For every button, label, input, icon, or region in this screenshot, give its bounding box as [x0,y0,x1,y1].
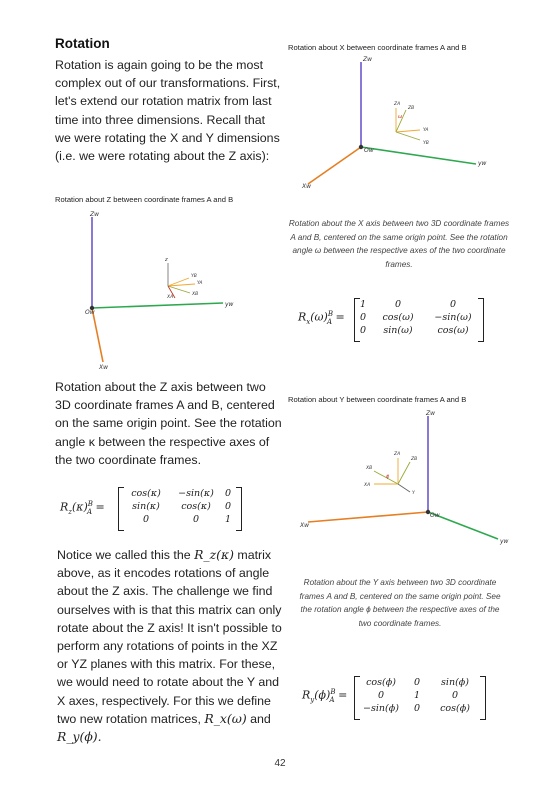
z-label-origin: Ow [85,309,95,316]
x-label-yb: YB [423,141,429,146]
x-axis-xw [308,147,361,184]
mz-0-0: cos(κ) [131,488,161,499]
x-label-ya: YA [423,128,429,133]
mx-2-1: sin(ω) [383,325,413,336]
y-label-xb: XB [366,466,373,471]
caption-x: Rotation about the X axis between two 3D coordinate frames A and B, centered on the same origin point. See the rotation angle ω between the respective axes of the two coordinate frames. [288,219,510,269]
figure-z-diagram [55,205,280,375]
figure-z-title: Rotation about Z between coordinate frames A and B [55,195,234,204]
mz-0-1: −sin(κ) [178,488,214,499]
matrix-z-lhs: $R_z(\kappa)^B_A$ = [60,500,105,516]
figure-y-title: Rotation about Y between coordinate frames A and B [288,395,467,404]
inline-rz: R_z(κ) [194,547,234,562]
x-label-yw: yw [478,160,487,167]
y-label-phi: ϕ [386,474,390,480]
mx-1-2: −sin(ω) [434,312,472,323]
mz-2-2: 1 [224,514,232,525]
mx-0-1: 0 [394,299,402,310]
mx-1-0: 0 [359,312,367,323]
mx-2-0: 0 [359,325,367,336]
my-1-1: 1 [413,690,421,701]
caption-y: Rotation about the Y axis between two 3D coordinate frames A and B, centered on the same origin point. See the rotation angle ϕ between the respective axes of the two coordinate frames. [299,578,501,628]
y-label-xa: XA [364,483,371,488]
z-axis-xw [92,308,103,362]
x-label-xw: Xw [302,183,312,190]
z-label-xb: XB [192,292,199,297]
x-label-omega: ω [398,114,403,120]
my-0-2: sin(ϕ) [441,677,469,688]
y-label-zb: ZB [411,457,418,462]
y-label-yw: yw [500,538,509,545]
my-0-0: cos(ϕ) [366,677,396,688]
y-small-zb [398,462,410,484]
mz-2-1: 0 [192,514,200,525]
z-label-yw: yw [225,301,234,308]
z-label-xa: XA [167,295,174,300]
figure-x-diagram [288,52,518,197]
y-label-y: Y [412,491,415,496]
my-1-2: 0 [451,690,459,701]
section-heading: Rotation [55,36,110,51]
mz-1-1: cos(κ) [181,501,211,512]
y-label-xw: Xw [300,522,310,529]
mx-0-0: 1 [359,299,367,310]
matrix-y [302,672,512,722]
x-label-zw: Zw [363,56,373,63]
z-label-xw: Xw [99,364,109,371]
mz-2-0: 0 [142,514,150,525]
inline-rx: R_x(ω) [204,710,247,726]
figure-x-title: Rotation about X between coordinate frames A and B [288,43,467,52]
y-axis-xw [308,512,428,522]
x-small-ya [396,130,420,132]
intro-paragraph: Rotation is again going to be the most complex out of our transformations. First, let's extend our rotation matrix from last time into three dimensions. Recall that we were rotating the X and Y dimensions (i.e. we were rotating about the Z axis): [55,58,281,164]
my-0-1: 0 [413,677,421,688]
x-label-zb: ZB [408,106,415,111]
mx-2-2: cos(ω) [437,325,469,336]
caption-z: Rotation about the Z axis between two 3D coordinate frames A and B, centered on the same origin point. See the rotation angle κ between the respective axes of the two coordinate frames. [55,380,282,467]
z-label-yb: YB [191,274,197,279]
z-axis-yw [92,303,223,308]
my-2-1: 0 [413,703,421,714]
x-label-origin: Ow [364,147,374,154]
x-small-yb [396,132,420,140]
x-label-za: ZA [394,102,401,107]
y-small-y [398,484,410,492]
x-origin-dot [359,145,363,149]
mz-1-0: sin(κ) [132,501,160,512]
mx-1-1: cos(ω) [382,312,414,323]
z-label-z: z [165,257,168,263]
x-axis-yw [361,147,476,164]
page-number: 42 [274,758,286,769]
mz-0-2: 0 [224,488,232,499]
notice-paragraph: Notice we called this the R_z(κ) matrix above, as it encodes rotations of angle about the Z axis. The challenge we find ourselves with is that this matrix can only rotate about the Z axis! It isn't possible to perform any rotations of points in the XZ or YZ planes with this matrix. For these, we would need to rotate about the Y and X axes, respectively. For this we define two new rotation matrices, R_x(ω) and R_y(ϕ). [57,547,282,745]
my-2-0: −sin(ϕ) [363,703,399,714]
matrix-y-lhs: $R_y(\phi)^B_A$ = [302,688,348,704]
y-label-origin: Ow [430,512,440,519]
y-label-za: ZA [394,452,401,457]
figure-y-diagram [288,404,518,554]
mz-1-2: 0 [224,501,232,512]
matrix-z [60,480,270,538]
y-label-zw: Zw [426,410,436,417]
mx-0-2: 0 [449,299,457,310]
z-label-ya: YA [197,281,203,286]
inline-ry: R_y(ϕ). [57,729,102,745]
my-2-2: cos(ϕ) [440,703,470,714]
matrix-x-lhs: $R_x(\omega)^B_A$ = [298,310,345,326]
matrix-x [298,294,508,344]
z-label-zw: Zw [90,211,100,218]
my-1-0: 0 [377,690,385,701]
